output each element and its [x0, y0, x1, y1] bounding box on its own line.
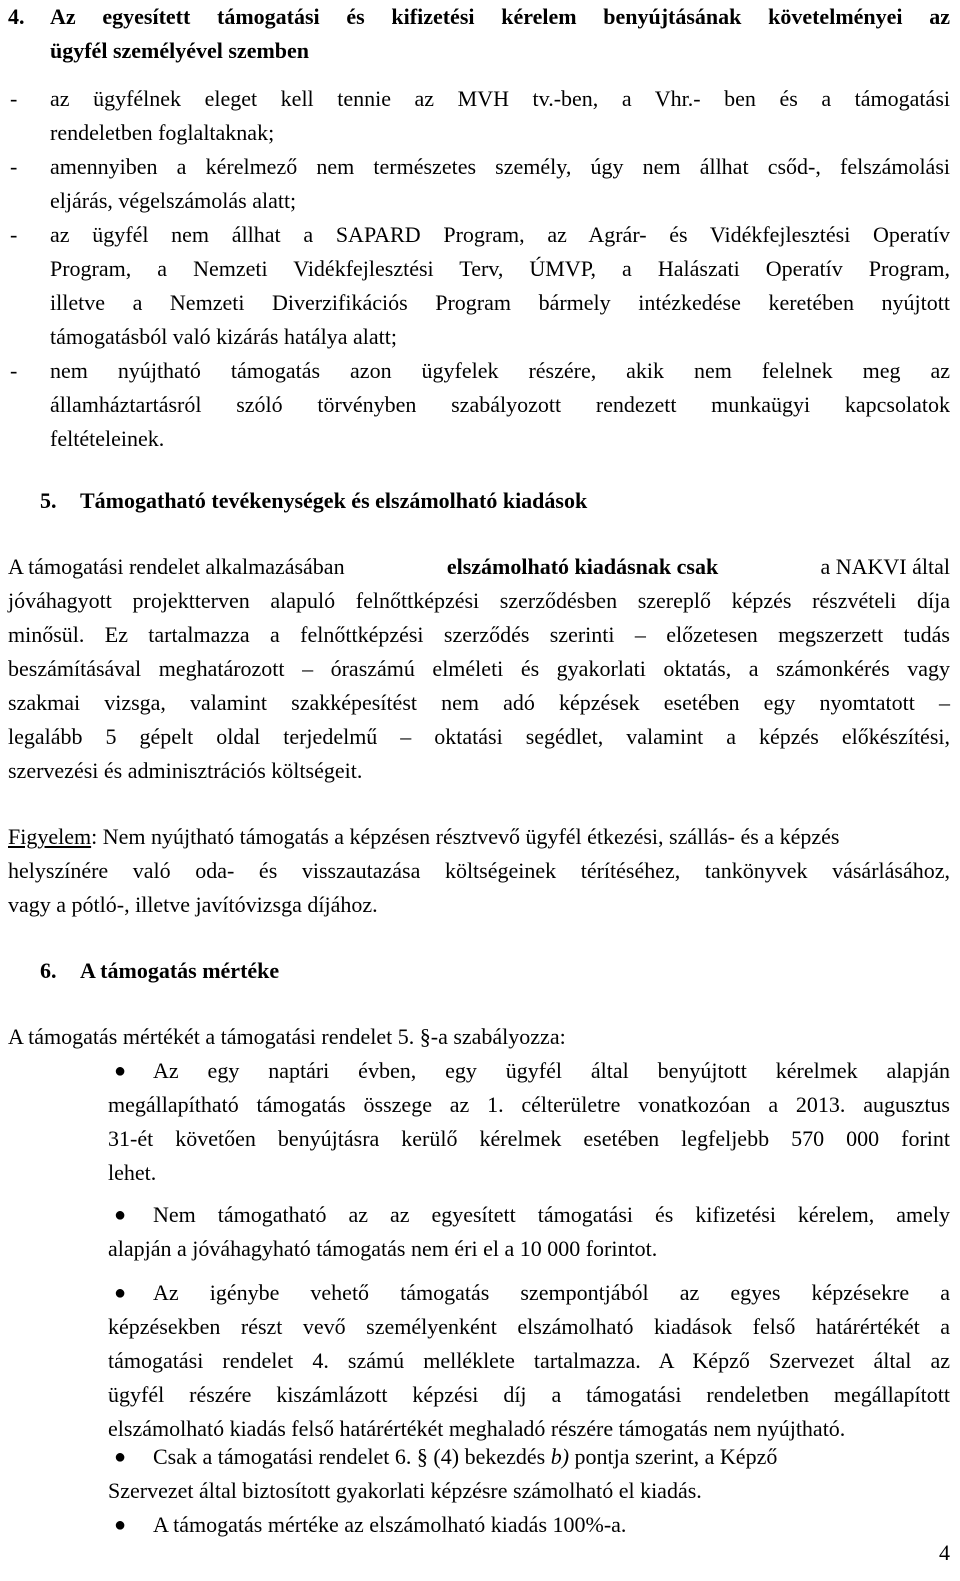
list-item: feltételeinek.	[50, 426, 165, 451]
list-item: amennyiben a kérelmező nem természetes személy, úgy nem állhat csőd-, felszámolási	[50, 154, 950, 179]
list-item: támogatásból való kizárás hatálya alatt;	[50, 324, 397, 349]
paragraph-line: A támogatás mértékét a támogatási rendelet 5. §-a szabályozza:	[8, 1024, 566, 1049]
paragraph-line: helyszínére való oda- és visszautazása költségeinek térítéséhez, tankönyvek vásárlásához,	[8, 858, 950, 883]
emphasis-text: elszámolható kiadásnak csak	[446, 554, 719, 579]
paragraph-line	[8, 550, 950, 584]
list-item: illetve a Nemzeti Diverzifikációs Program bármely intézkedése keretében nyújtott	[50, 290, 950, 315]
paragraph-line: legalább 5 gépelt oldal terjedelmű – oktatási segédlet, valamint a képzés előkészítési,	[8, 724, 950, 749]
bullet-text: 31-ét követően benyújtásra kerülő kérelmek esetében legfeljebb 570 000 forint	[108, 1126, 950, 1151]
list-item: az ügyfél nem állhat a SAPARD Program, az Agrár- és Vidékfejlesztési Operatív	[50, 222, 950, 247]
bullet-text: ügyfél részére kiszámlázott képzési díj a támogatási rendeletben megállapított	[108, 1382, 950, 1407]
bullet-text: lehet.	[108, 1160, 157, 1185]
paragraph-line: beszámításával meghatározott – óraszámú elméleti és gyakorlati oktatás, a számonkérés vagy	[8, 656, 950, 681]
paragraph-line: jóváhagyott projektterven alapuló felnőttképzési szerződésben szereplő képzés részvételi díja	[8, 588, 950, 613]
text-run: A támogatási rendelet alkalmazásában	[8, 554, 345, 579]
list-dash: -	[10, 358, 18, 383]
section5-title: Támogatható tevékenységek és elszámolható kiadások	[80, 488, 588, 513]
bullet-text: Az igénybe vehető támogatás szempontjából az egyes képzésekre a	[153, 1280, 950, 1305]
text-run: a NAKVI által	[820, 554, 950, 579]
paragraph-line: minősül. Ez tartalmazza a felnőttképzési szerződés szerinti – előzetesen megszerzett tudás	[8, 622, 950, 647]
section4-number: 4.	[8, 4, 25, 29]
section6-number: 6.	[40, 958, 57, 983]
paragraph-line: szakmai vizsga, valamint szakképesítést nem adó képzések esetében egy nyomtatott –	[8, 690, 950, 715]
bullet-text: Szervezet által biztosított gyakorlati képzésre számolható el kiadás.	[108, 1478, 702, 1503]
section5-number: 5.	[40, 488, 57, 513]
section6-title: A támogatás mértéke	[80, 958, 280, 983]
bullet-text	[153, 1440, 950, 1474]
section4-title-line1: Az egyesített támogatási és kifizetési kérelem benyújtásának követelményei az	[50, 4, 950, 29]
bullet-icon: ●	[114, 1060, 127, 1082]
list-item: államháztartásról szóló törvényben szabályozott rendezett munkaügyi kapcsolatok	[50, 392, 950, 417]
section4-title-line2: ügyfél személyével szemben	[50, 38, 310, 63]
text-run: pontja szerint, a Képző	[569, 1444, 778, 1469]
bullet-text: Az egy naptári évben, egy ügyfél által benyújtott kérelmek alapján	[153, 1058, 950, 1083]
bullet-text: Nem támogatható az az egyesített támogatási és kifizetési kérelem, amely	[153, 1202, 950, 1227]
paragraph-line: vagy a pótló-, illetve javítóvizsga díjához.	[8, 892, 378, 917]
page-number: 4	[939, 1540, 950, 1565]
text-run: : Nem nyújtható támogatás a képzésen résztvevő ügyfél étkezési, szállás- és a képzés	[91, 824, 840, 849]
list-item: rendeletben foglaltaknak;	[50, 120, 275, 145]
bullet-text: támogatási rendelet 4. számú melléklete tartalmazza. A Képző Szervezet által az	[108, 1348, 950, 1373]
bullet-icon: ●	[114, 1446, 127, 1468]
list-dash: -	[10, 222, 18, 247]
bullet-text: alapján a jóváhagyható támogatás nem éri el a 10 000 forintot.	[108, 1236, 658, 1261]
list-item: eljárás, végelszámolás alatt;	[50, 188, 297, 213]
list-dash: -	[10, 154, 18, 179]
bullet-icon: ●	[114, 1514, 127, 1536]
list-item: nem nyújtható támogatás azon ügyfelek részére, akik nem felelnek meg az	[50, 358, 950, 383]
bullet-text: A támogatás mértéke az elszámolható kiadás 100%-a.	[153, 1512, 627, 1537]
bullet-text: képzésekben részt vevő személyenként elszámolható kiadások felső határértékét a	[108, 1314, 950, 1339]
bullet-text: megállapítható támogatás összege az 1. célterületre vonatkozóan a 2013. augusztus	[108, 1092, 950, 1117]
bullet-icon: ●	[114, 1282, 127, 1304]
italic-text: b)	[550, 1444, 570, 1469]
paragraph-line: szervezési és adminisztrációs költségeit.	[8, 758, 363, 783]
list-item: Program, a Nemzeti Vidékfejlesztési Terv, ÚMVP, a Halászati Operatív Program,	[50, 256, 950, 281]
text-run: Csak a támogatási rendelet 6. § (4) bekezdés	[153, 1444, 551, 1469]
paragraph-line	[8, 820, 950, 854]
attention-label: Figyelem	[8, 824, 92, 849]
bullet-icon: ●	[114, 1204, 127, 1226]
list-item: az ügyfélnek eleget kell tennie az MVH tv.-ben, a Vhr.- ben és a támogatási	[50, 86, 950, 111]
bullet-text: elszámolható kiadás felső határértékét meghaladó részére támogatás nem nyújtható.	[108, 1416, 846, 1441]
list-dash: -	[10, 86, 18, 111]
